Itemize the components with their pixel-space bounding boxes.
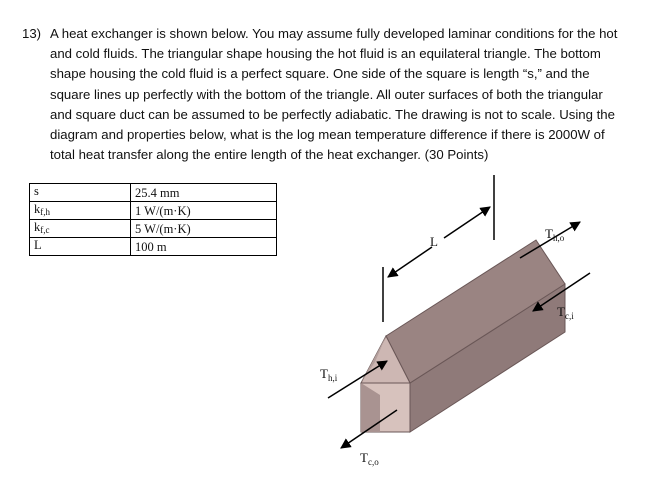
dimension-arrow-right [444,207,490,238]
hot-outlet-label: $T_{h,o}$ [545,226,565,243]
property-symbol: s [30,184,131,202]
length-label: L [430,234,438,249]
hot-inlet-label: $T_{h,i}$ [320,366,338,383]
property-value: 25.4 mm [131,184,277,202]
property-value: 100 m [131,238,277,256]
property-symbol: $k_{f,h}$ [30,202,131,220]
cold-outlet-label: $T_{c,o}$ [360,450,379,467]
problem-text: A heat exchanger is shown below. You may assume fully developed laminar conditions for the hot and cold fluids. The triangular shape housing the hot fluid is an equilateral triangle. The bottom shape housing the cold fluid is a perfect square. One side of the square is length “s,” and the square lines up perfectly with the bottom of the triangle. All outer surfaces of both the triangular and square duct can be assumed to be perfectly adiabatic. The drawing is not to scale. Using the diagram and properties below, what is the log mean temperature difference if there is 2000W of total heat transfer along the entire length of the heat exchanger. (30 Points) [50,26,618,163]
dimension-arrow-left [388,247,432,277]
property-symbol: L [30,238,131,256]
problem-number: 13) [22,26,42,41]
cold-inlet-label: $T_{c,i}$ [557,304,574,321]
property-value: 1 W/(m·K) [131,202,277,220]
property-symbol: $k_{f,c}$ [30,220,131,238]
property-value: 5 W/(m·K) [131,220,277,238]
